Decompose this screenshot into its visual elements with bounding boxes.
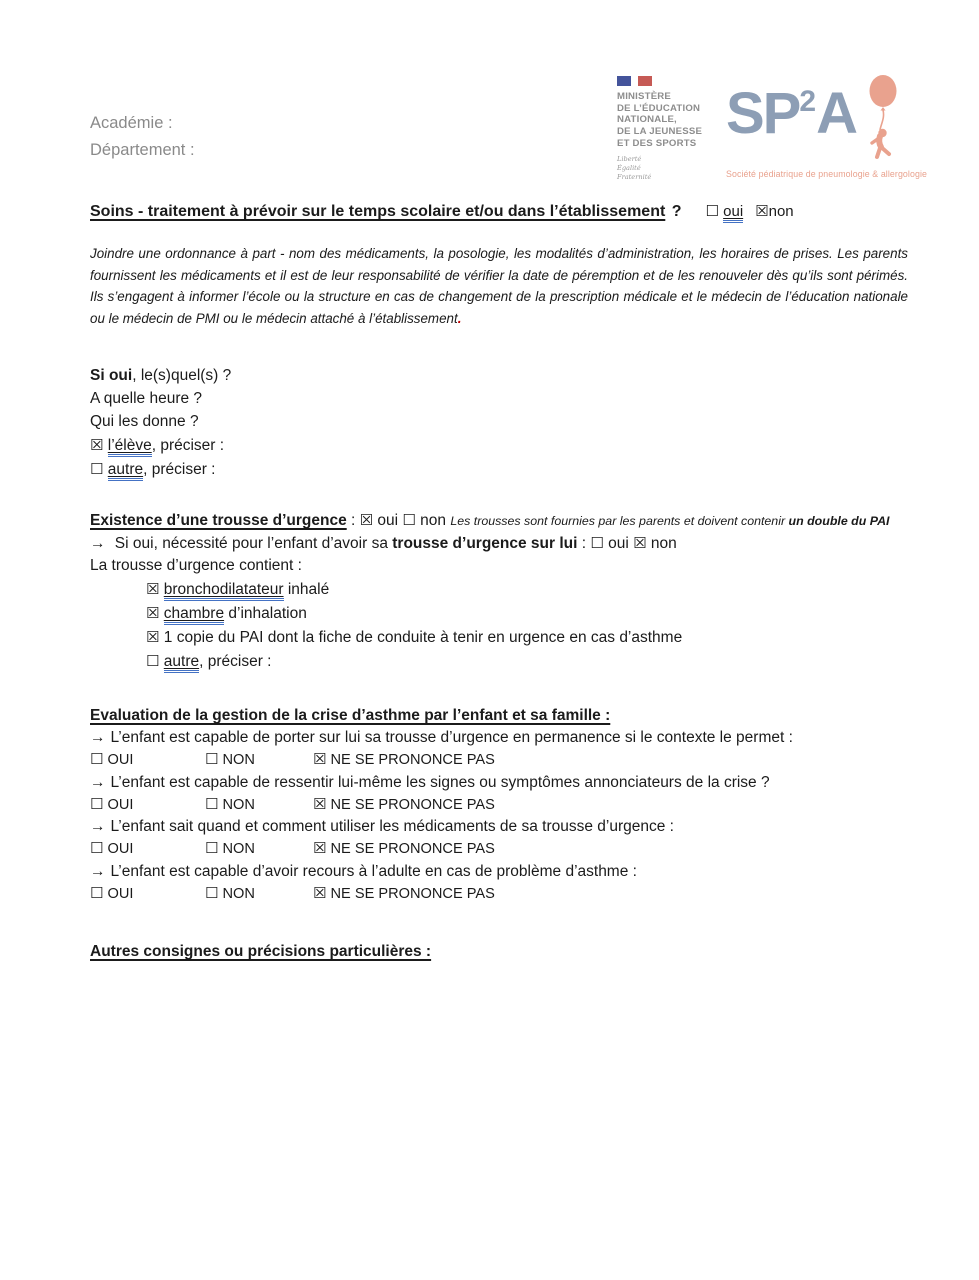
option-autre-donne: ☐ autre, préciser : bbox=[90, 458, 908, 481]
soins-heading-row bbox=[90, 200, 908, 223]
ministry-logo bbox=[617, 76, 725, 182]
checkbox-soins-non[interactable]: ☒ bbox=[755, 202, 769, 220]
checkbox-q1-nsp[interactable]: ☒ bbox=[313, 750, 327, 768]
option-eleve: ☒ l’élève, préciser : bbox=[90, 434, 908, 457]
medication-instructions-note: Joindre une ordonnance à part - nom des médicaments, la posologie, les modalités d’administration, les horaires de prises. Les parents fournissent les médicaments et il est de leur responsabilité de vérifier la date de péremption et de les renouveler dès qu’ils sont périmés. Ils s’engagent à informer l’école ou la structure en cas de changement de la prescription médicale et le médecin de l’éducation nationale ou le médecin de PMI ou le médecin attaché à l’établissement. bbox=[90, 246, 908, 326]
checkbox-soins-oui[interactable]: ☐ bbox=[705, 202, 719, 220]
trousse-sur-lui-row: → Si oui, nécessité pour l’enfant d’avoir sa trousse d’urgence sur lui : ☐ oui ☒ non bbox=[90, 534, 677, 552]
arrow-icon: → bbox=[90, 729, 106, 746]
form-body bbox=[90, 200, 908, 963]
checkbox-q3-non[interactable]: ☐ bbox=[205, 839, 219, 857]
checkbox-chambre[interactable]: ☒ bbox=[146, 604, 160, 622]
checkbox-q1-oui[interactable]: ☐ bbox=[90, 750, 104, 768]
ministry-motto: Liberté Égalité Fraternité bbox=[617, 154, 652, 181]
eval-question-1: → L’enfant est capable de porter sur lui sa trousse d’urgence en permanence si le contexte le permet : bbox=[90, 729, 793, 746]
trousse-section bbox=[90, 509, 908, 673]
academie-label: Académie : bbox=[90, 114, 173, 132]
trousse-heading-row: Existence d’une trousse d’urgence : ☒ oui ☐ non Les trousses sont fournies par les parents et doivent contenir un double du PAI bbox=[90, 511, 890, 529]
check-item-autre: ☐ autre, préciser : bbox=[146, 650, 908, 673]
arrow-icon: → bbox=[90, 773, 106, 791]
checkbox-copie-pai[interactable]: ☒ bbox=[146, 628, 160, 646]
checkbox-trousse-oui[interactable]: ☒ bbox=[359, 511, 374, 529]
check-item-chambre: ☒ chambre d’inhalation bbox=[146, 602, 908, 625]
eval-answers-3: ☐ OUI ☐ NON ☒ NE SE PRONONCE PAS bbox=[90, 839, 495, 857]
question-lesquels: Si oui, le(s)quel(s) ? bbox=[90, 367, 232, 384]
eval-question-2: → L’enfant est capable de ressentir lui-même les signes ou symptômes annonciateurs de la crise ? bbox=[90, 773, 770, 791]
checkbox-trousse-non[interactable]: ☐ bbox=[402, 511, 416, 529]
checkbox-surlui-oui[interactable]: ☐ bbox=[590, 534, 604, 552]
ministry-name: MINISTÈRE DE L’ÉDUCATION NATIONALE, DE LA JEUNESSE ET DES SPORTS bbox=[617, 91, 703, 149]
evaluation-heading: Evaluation de la gestion de la crise d’asthme par l’enfant et sa famille : bbox=[90, 707, 611, 724]
checkbox-q4-oui[interactable]: ☐ bbox=[90, 883, 104, 902]
check-item-copie-pai: ☒ 1 copie du PAI dont la fiche de conduite à tenir en urgence en cas d’asthme bbox=[146, 628, 683, 646]
eval-answers-1: ☐ OUI ☐ NON ☒ NE SE PRONONCE PAS bbox=[90, 750, 495, 768]
checkbox-q2-oui[interactable]: ☐ bbox=[90, 794, 104, 813]
checkbox-eleve[interactable]: ☒ bbox=[90, 436, 104, 454]
sp2a-tagline: Société pédiatrique de pneumologie & allergologie bbox=[726, 169, 928, 179]
checkbox-q2-non[interactable]: ☐ bbox=[205, 794, 219, 813]
si-oui-block bbox=[90, 365, 908, 481]
red-period: . bbox=[457, 310, 462, 326]
evaluation-section bbox=[90, 705, 908, 905]
checkbox-bronchodilatateur[interactable]: ☒ bbox=[146, 580, 160, 598]
check-item-bronchodilatateur: ☒ bronchodilatateur inhalé bbox=[146, 578, 908, 601]
arrow-icon: → bbox=[90, 535, 106, 552]
checkbox-surlui-non[interactable]: ☒ bbox=[633, 534, 647, 552]
arrow-icon: → bbox=[90, 818, 106, 835]
soins-heading: Soins - traitement à prévoir sur le temps scolaire et/ou dans l’établissement ? bbox=[90, 203, 682, 220]
eval-question-3: → L’enfant sait quand et comment utiliser les médicaments de sa trousse d’urgence : bbox=[90, 818, 674, 835]
autres-heading: Autres consignes ou précisions particulières : bbox=[90, 943, 432, 960]
trousse-note: Les trousses sont fournies par les parents et doivent contenir bbox=[450, 514, 789, 528]
checkbox-q2-nsp[interactable]: ☒ bbox=[313, 794, 327, 813]
question-heure: A quelle heure ? bbox=[90, 390, 203, 407]
sp2a-wordmark: SP2A bbox=[726, 81, 856, 146]
eval-answers-4: ☐ OUI ☐ NON ☒ NE SE PRONONCE PAS bbox=[90, 883, 495, 902]
checkbox-q4-nsp[interactable]: ☒ bbox=[313, 883, 327, 902]
sp2a-logo bbox=[726, 81, 928, 179]
academie-departement-block bbox=[90, 110, 195, 164]
checkbox-autre-donne[interactable]: ☐ bbox=[90, 460, 104, 478]
arrow-icon: → bbox=[90, 862, 106, 880]
french-flag-icon bbox=[617, 76, 652, 86]
eval-answers-2: ☐ OUI ☐ NON ☒ NE SE PRONONCE PAS bbox=[90, 794, 495, 813]
soins-non-label: non bbox=[768, 203, 794, 220]
balloon-person-icon bbox=[860, 74, 902, 166]
autres-section bbox=[90, 941, 908, 963]
eval-question-4: → L’enfant est capable d’avoir recours à l’adulte en cas de problème d’asthme : bbox=[90, 862, 637, 880]
checkbox-q3-nsp[interactable]: ☒ bbox=[313, 839, 327, 857]
checkbox-q4-non[interactable]: ☐ bbox=[205, 883, 219, 902]
checkbox-q1-non[interactable]: ☐ bbox=[205, 750, 219, 768]
trousse-checklist bbox=[146, 578, 908, 673]
trousse-contient-label: La trousse d’urgence contient : bbox=[90, 557, 302, 574]
soins-oui-label: oui bbox=[723, 203, 743, 223]
soins-answer-group bbox=[706, 200, 794, 223]
question-qui-donne: Qui les donne ? bbox=[90, 413, 199, 430]
checkbox-trousse-autre[interactable]: ☐ bbox=[146, 652, 160, 670]
departement-label: Département : bbox=[90, 141, 195, 160]
trousse-heading: Existence d’une trousse d’urgence bbox=[90, 512, 347, 529]
checkbox-q3-oui[interactable]: ☐ bbox=[90, 839, 104, 857]
